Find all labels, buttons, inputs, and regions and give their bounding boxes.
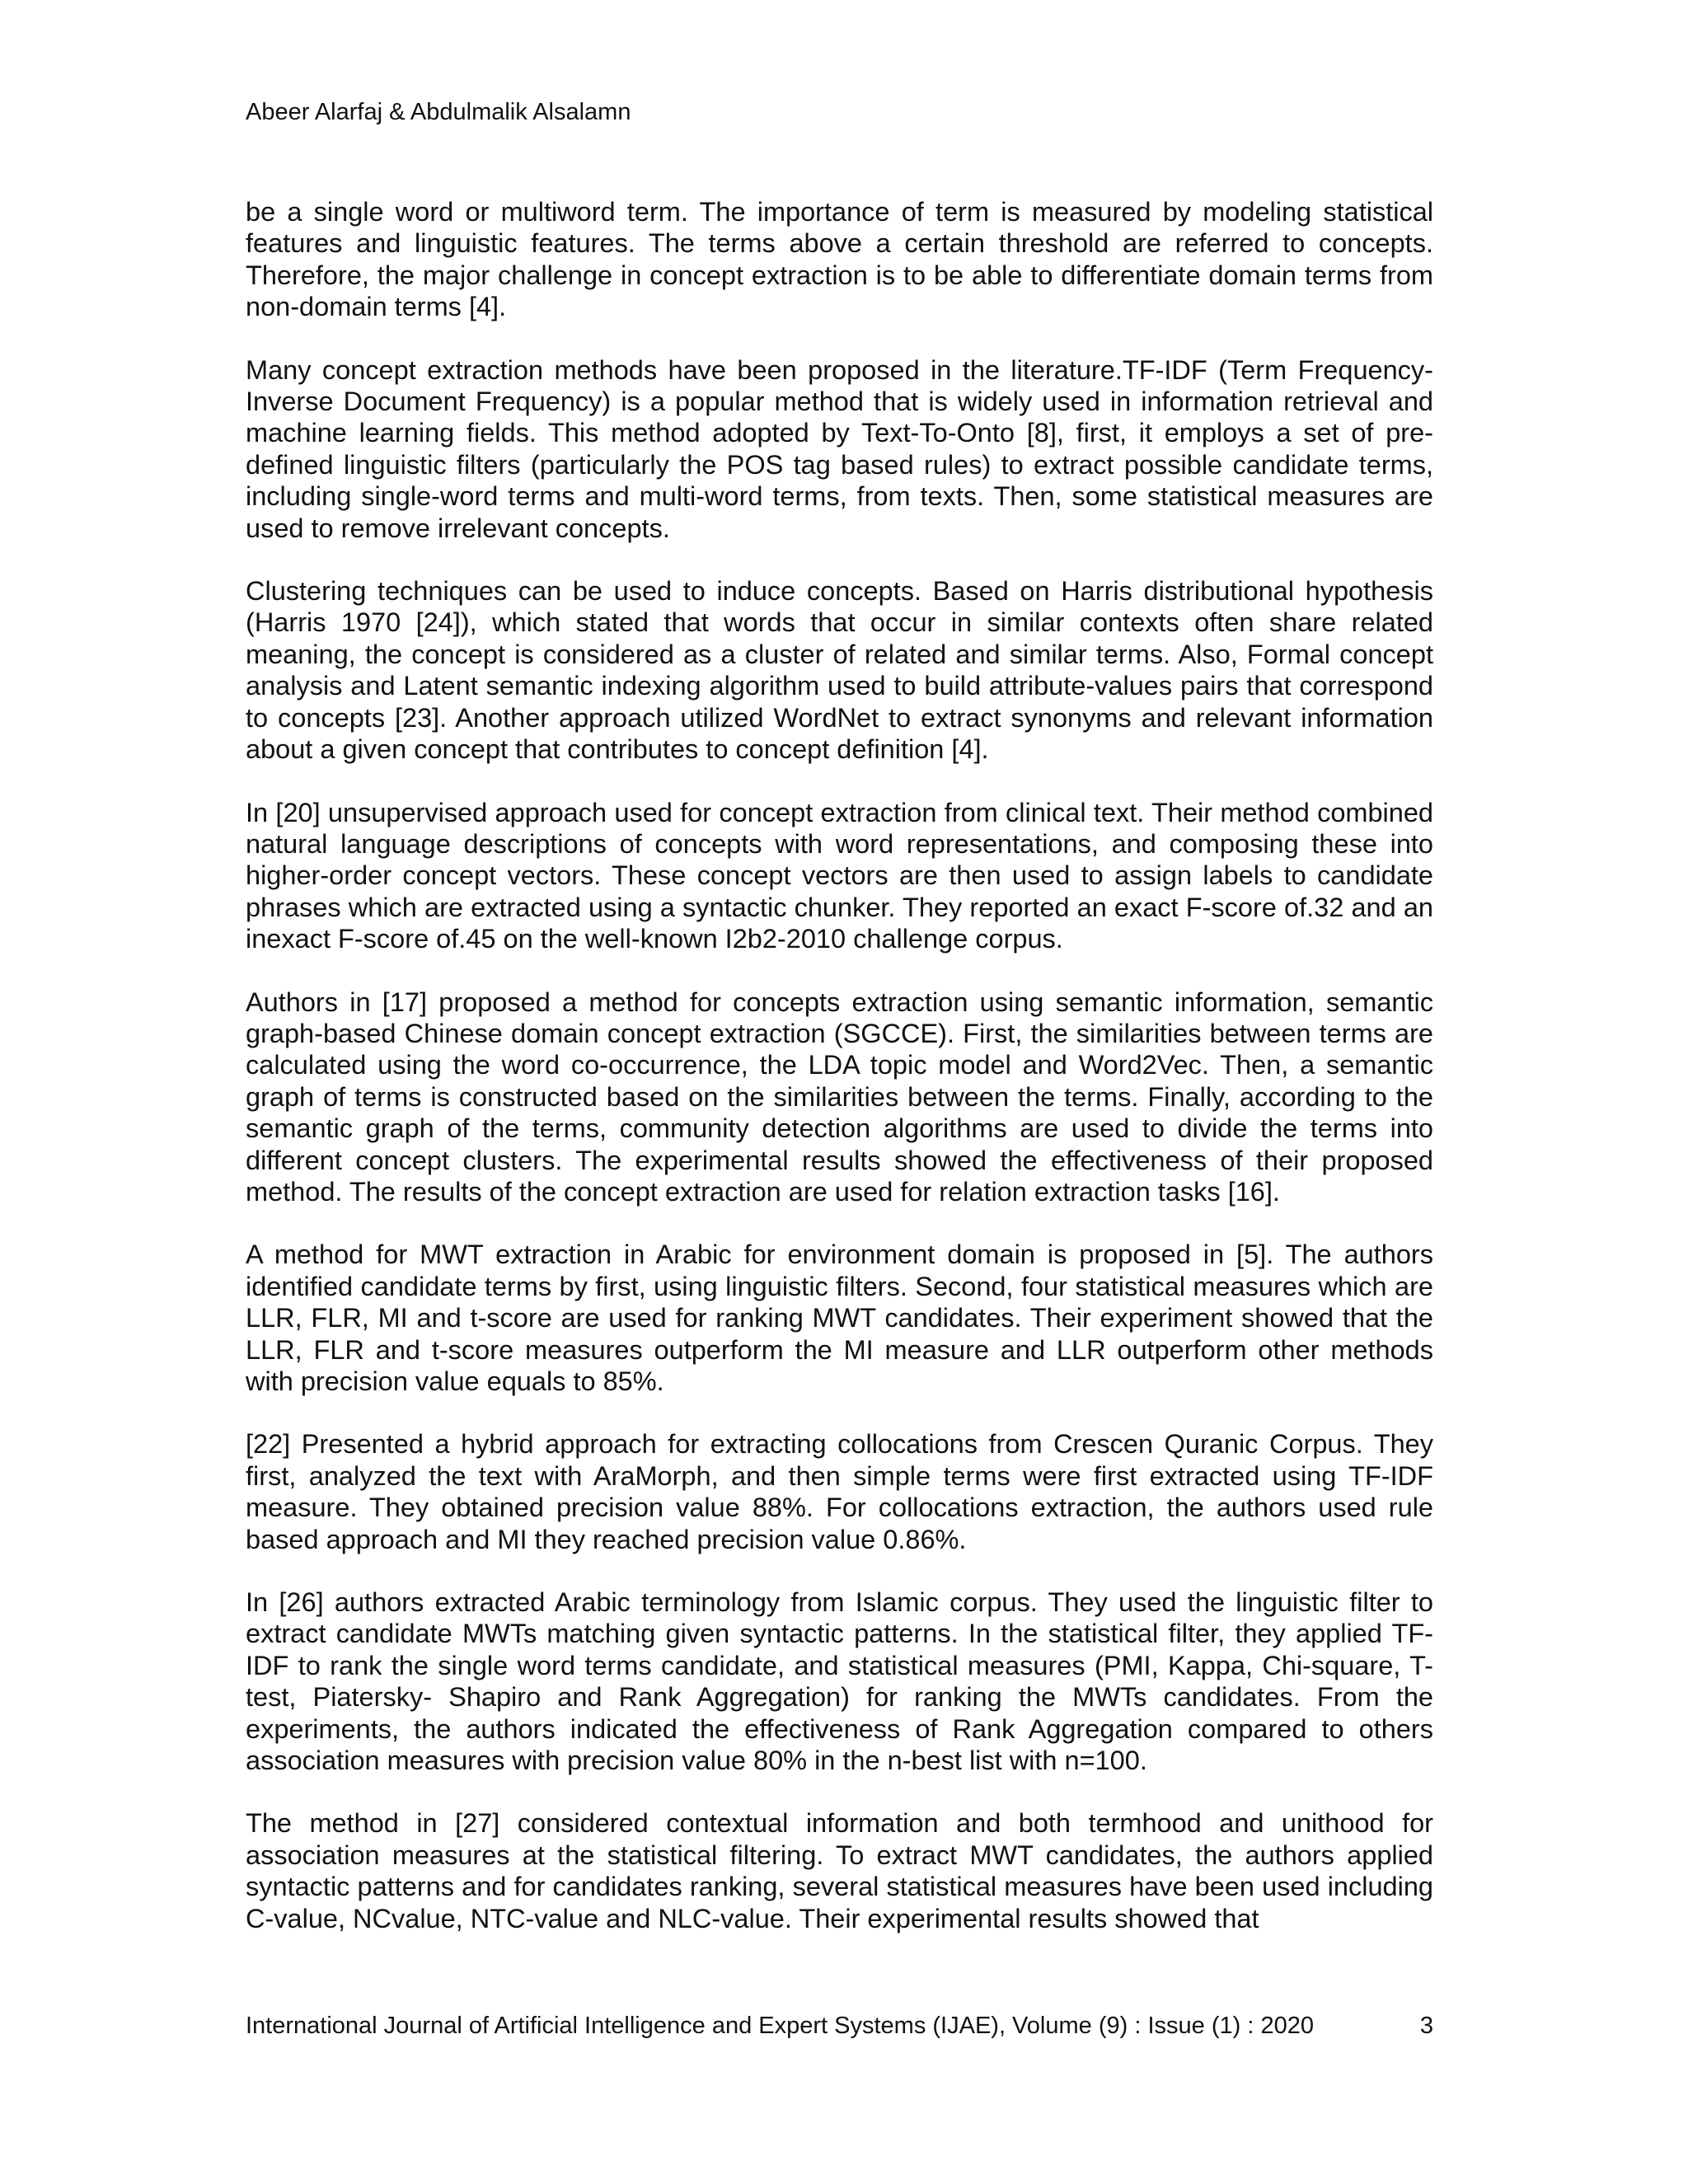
paragraph-4: In [20] unsupervised approach used for concept extraction from clinical text. Their method combined natural language descriptions of concepts with word representations, and composing these into higher-order concept vectors. These concept vectors are then used to assign labels to candidate phrases which are extracted using a syntactic chunker. They reported an exact F-score of.32 and an inexact F-score of.45 on the well-known I2b2-2010 challenge corpus. [246, 797, 1433, 954]
paragraph-1: be a single word or multiword term. The importance of term is measured by modeling statistical features and linguistic features. The terms above a certain threshold are referred to concepts. Therefore, the major challenge in concept extraction is to be able to differentiate domain terms from non-domain terms [4]. [246, 197, 1433, 322]
paragraph-8: In [26] authors extracted Arabic terminology from Islamic corpus. They used the linguistic filter to extract candidate MWTs matching given syntactic patterns. In the statistical filter, they applied TF-IDF to rank the single word terms candidate, and statistical measures (PMI, Kappa, Chi-square, T-test, Piatersky- Shapiro and Rank Aggregation) for ranking the MWTs candidates. From the experiments, the authors indicated the effectiveness of Rank Aggregation compared to others association measures with precision value 80% in the n-best list with n=100. [246, 1587, 1433, 1776]
paragraph-7: [22] Presented a hybrid approach for extracting collocations from Crescen Quranic Corpus. They first, analyzed the text with AraMorph, and then simple terms were first extracted using TF-IDF measure. They obtained precision value 88%. For collocations extraction, the authors used rule based approach and MI they reached precision value 0.86%. [246, 1429, 1433, 1554]
paragraph-2: Many concept extraction methods have been proposed in the literature.TF-IDF (Term Frequency-Inverse Document Frequency) is a popular method that is widely used in information retrieval and machine learning fields. This method adopted by Text-To-Onto [8], first, it employs a set of pre-defined linguistic filters (particularly the POS tag based rules) to extract possible candidate terms, including single-word terms and multi-word terms, from texts. Then, some statistical measures are used to remove irrelevant concepts. [246, 354, 1433, 543]
paragraph-9: The method in [27] considered contextual information and both termhood and unithood for association measures at the statistical filtering. To extract MWT candidates, the authors applied syntactic patterns and for candidates ranking, several statistical measures have been used including C-value, NCvalue, NTC-value and NLC-value. Their experimental results showed that [246, 1808, 1433, 1933]
body-text [246, 196, 1433, 1966]
paragraph-6: A method for MWT extraction in Arabic for environment domain is proposed in [5]. The authors identified candidate terms by first, using linguistic filters. Second, four statistical measures which are LLR, FLR, MI and t-score are used for ranking MWT candidates. Their experiment showed that the LLR, FLR and t-score measures outperform the MI measure and LLR outperform other methods with precision value equals to 85%. [246, 1240, 1433, 1396]
page-number: 3 [1419, 2013, 1433, 2039]
running-head-authors: Abeer Alarfaj & Abdulmalik Alsalamn [246, 99, 631, 125]
paragraph-5: Authors in [17] proposed a method for concepts extraction using semantic information, semantic graph-based Chinese domain concept extraction (SGCCE). First, the similarities between terms are calculated using the word co-occurrence, the LDA topic model and Word2Vec. Then, a semantic graph of terms is constructed based on the similarities between the terms. Finally, according to the semantic graph of the terms, community detection algorithms are used to divide the terms into different concept clusters. The experimental results showed the effectiveness of their proposed method. The results of the concept extraction are used for relation extraction tasks [16]. [246, 987, 1433, 1207]
footer-journal-citation: International Journal of Artificial Intelligence and Expert Systems (IJAE), Volume (9) : Issue (1) : 2020 [246, 2013, 1314, 2039]
paragraph-3: Clustering techniques can be used to induce concepts. Based on Harris distributional hypothesis (Harris 1970 [24]), which stated that words that occur in similar contexts often share related meaning, the concept is considered as a cluster of related and similar terms. Also, Formal concept analysis and Latent semantic indexing algorithm used to build attribute-values pairs that correspond to concepts [23]. Another approach utilized WordNet to extract synonyms and relevant information about a given concept that contributes to concept definition [4]. [246, 576, 1433, 765]
